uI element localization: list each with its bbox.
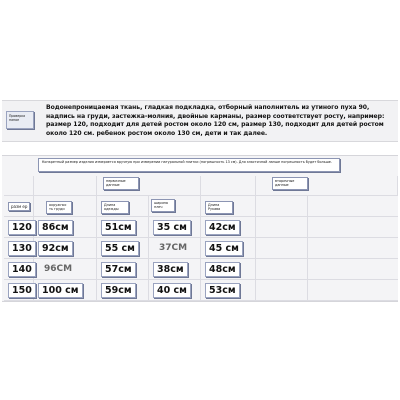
col-header-chest (34, 196, 97, 217)
chest-cell: 96СМ (34, 259, 97, 280)
chest-cell: 92см (34, 238, 97, 259)
length-cell: 51см (97, 217, 149, 238)
product-description-panel (2, 100, 398, 142)
col-header-empty (256, 196, 308, 217)
group-header-primary (97, 176, 201, 196)
shoulder-cell: 35 см (149, 217, 201, 238)
empty-cell (308, 280, 398, 301)
group-primary-label: первичные данные (103, 177, 139, 190)
table-row-size: 150 (4, 280, 34, 301)
sleeve-cell: 53см (201, 280, 256, 301)
chest-header: окружнос ть груди (46, 201, 72, 214)
empty-cell (308, 238, 398, 259)
description-tag: Проверка наное (6, 111, 34, 129)
sleeve-header: Длина Рукава (205, 201, 233, 214)
chest-cell: 100 см (34, 280, 97, 301)
empty-cell (256, 259, 308, 280)
table-row-size: 130 (4, 238, 34, 259)
col-header-shoulder (149, 196, 201, 217)
col-header-sleeve (201, 196, 256, 217)
group-header-empty (34, 176, 97, 196)
col-header-length (97, 196, 149, 217)
table-row-size: 140 (4, 259, 34, 280)
chest-cell: 86см (34, 217, 97, 238)
shoulder-cell: 40 см (149, 280, 201, 301)
empty-cell (256, 280, 308, 301)
description-text: Водонепроницаемая ткань, гладкая подкладка, отборный наполнитель из утиного пуха 90, надпись на груди, застежка-молния, двойные карманы, размер соответствует росту, например: размер 120, подходит для детей ростом около 120 см, размер 130, подходит для детей ростом около 120 см. ребенок ростом около 130 см, дети и так далее. (46, 104, 385, 137)
size-table (2, 155, 398, 302)
shoulder-cell: 38см (149, 259, 201, 280)
group-header-empty (201, 176, 256, 196)
size-grid (4, 176, 398, 301)
measurement-note: Конкретный размер изделия измеряется вручную при измерении натуральной плитки (погрешность 13 см). Для эластичной лапше погрешность будет больше. (38, 158, 340, 172)
empty-cell (308, 259, 398, 280)
group-header-secondary (256, 176, 398, 196)
sleeve-cell: 42см (201, 217, 256, 238)
length-cell: 59см (97, 280, 149, 301)
length-cell: 57см (97, 259, 149, 280)
group-secondary-label: вторичные данные (272, 177, 308, 190)
group-header-empty (4, 176, 34, 196)
sleeve-cell: 45 см (201, 238, 256, 259)
empty-cell (256, 238, 308, 259)
table-row-size: 120 (4, 217, 34, 238)
length-header: Длина одежды (101, 201, 129, 214)
size-header: разм ер (8, 202, 30, 211)
col-header-size (4, 196, 34, 217)
length-cell: 55 см (97, 238, 149, 259)
empty-cell (256, 217, 308, 238)
empty-cell (308, 217, 398, 238)
sleeve-cell: 48см (201, 259, 256, 280)
col-header-empty (308, 196, 398, 217)
shoulder-cell: 37СМ (149, 238, 201, 259)
shoulder-header: ширина плеч (151, 199, 175, 212)
